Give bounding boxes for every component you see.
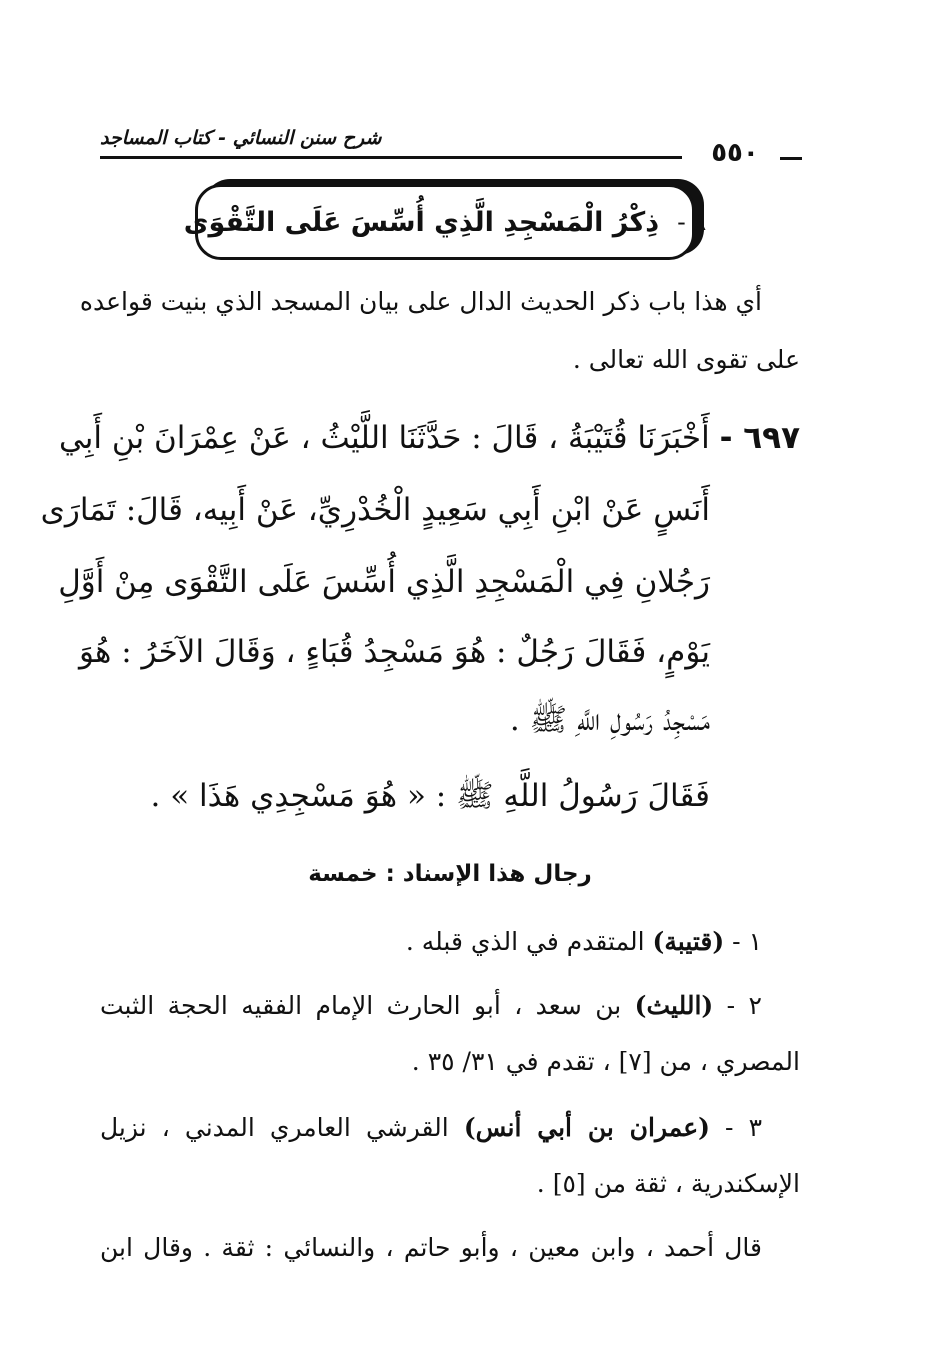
- narrator-number: ٣ -: [725, 1113, 762, 1142]
- header-rule: [100, 156, 682, 159]
- narrator-item-3: [100, 1108, 762, 1148]
- narrator-name: (الليث): [634, 991, 714, 1020]
- narrator-text: القرشي العامري المدني ، نزيل: [100, 1113, 449, 1142]
- running-title: شرح سنن النسائي - كتاب المساجد: [100, 127, 382, 149]
- narrator-number: ٢ -: [726, 991, 762, 1020]
- page-number-rule: [780, 157, 802, 160]
- hadith-first-line: [58, 412, 800, 464]
- hadith-line-4: يَوْمٍ، فَقَالَ رَجُلٌ : هُوَ مَسْجِدُ قُبَاءٍ ، وَقَالَ الآخَرُ : هُوَ: [79, 634, 710, 670]
- narrator-item-1: [100, 922, 762, 962]
- intro-line-1: أي هذا باب ذكر الحديث الدال على بيان المسجد الذي بنيت قواعده: [79, 287, 762, 316]
- hadith-number: ٦٩٧ -: [719, 420, 800, 456]
- narrator-name: (قتيبة): [652, 927, 725, 956]
- narrator-item-2: [100, 986, 762, 1026]
- chapter-title: ذِكْرُ الْمَسْجِدِ الَّذِي أُسِّسَ عَلَى التَّقْوَى: [183, 206, 660, 238]
- narrators-closing-line: قال أحمد ، وابن معين ، وأبو حاتم ، والنسائي : ثقة . وقال ابن: [100, 1233, 762, 1262]
- hadith-first-line-text: أَخْبَرَنَا قُتَيْبَةُ ، قَالَ : حَدَّثَنَا اللَّيْثُ ، عَنْ عِمْرَانَ بْنِ أَبِي: [58, 420, 710, 456]
- narrator-number: ١ -: [732, 927, 762, 956]
- narrator-name: (عمران بن أبي أنس): [463, 1113, 710, 1142]
- narrator-item-2-continuation: المصري ، من [٧] ، تقدم في ٣١/ ٣٥ .: [411, 1047, 800, 1076]
- page-number: ٥٥٠: [711, 138, 759, 168]
- narrators-heading: رجال هذا الإسناد : خمسة: [308, 861, 592, 887]
- narrator-item-3-continuation: الإسكندرية ، ثقة من [٥] .: [536, 1169, 800, 1198]
- hadith-line-2: أَنَسٍ عَنْ ابْنِ أَبِي سَعِيدٍ الْخُدْرِيِّ، عَنْ أَبِيه، قَالَ: تَمَارَى: [40, 492, 710, 528]
- narrator-text: المتقدم في الذي قبله .: [405, 927, 645, 956]
- intro-line-2: على تقوى الله تعالى .: [572, 345, 800, 374]
- hadith-prophet-saying: فَقَالَ رَسُولُ اللَّهِ ﷺ : « هُوَ مَسْجِدِي هَذَا » .: [150, 778, 710, 814]
- hadith-line-3: رَجُلانِ فِي الْمَسْجِدِ الَّذِي أُسِّسَ عَلَى التَّقْوَى مِنْ أَوَّلِ: [58, 564, 710, 600]
- narrator-text: بن سعد ، أبو الحارث الإمام الفقيه الحجة الثبت: [100, 991, 622, 1020]
- hadith-line-5: مَسْجِدُ رَسُولِ اللَّهِ ﷺ .: [509, 702, 710, 738]
- chapter-heading-box: [183, 184, 707, 260]
- chapter-number: ٨ -: [677, 208, 707, 236]
